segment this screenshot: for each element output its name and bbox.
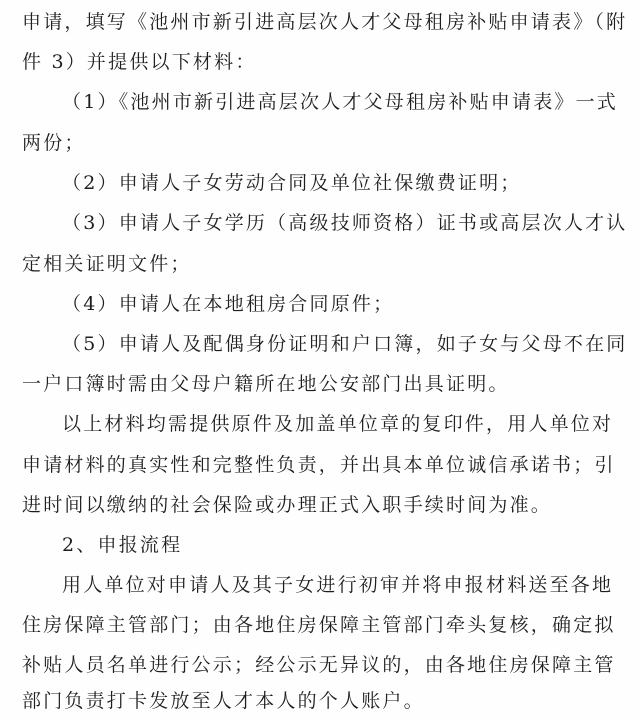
section-heading: 2、申报流程 bbox=[62, 534, 183, 556]
text-line: 补贴人员名单进行公示；经公示无异议的，由各地住房保障主管 bbox=[22, 654, 616, 676]
text-line: 两份； bbox=[22, 132, 86, 154]
text-line: 进时间以缴纳的社会保险或办理正式入职手续时间为准。 bbox=[22, 494, 553, 516]
text-line: 定相关证明文件； bbox=[22, 253, 192, 275]
text-line: （3）申请人子女学历（高级技师资格）证书或高层次人才认 bbox=[62, 212, 628, 234]
text-line: 一户口簿时需由父母户籍所在地公安部门出具证明。 bbox=[22, 373, 510, 395]
text-line: 申请材料的真实性和完整性负责，并出具本单位诚信承诺书；引 bbox=[22, 454, 616, 476]
text-line: 申请，填写《池州市新引进高层次人才父母租房补贴申请表》（附 bbox=[22, 11, 628, 33]
text-line: 以上材料均需提供原件及加盖单位章的复印件，用人单位对 bbox=[62, 413, 614, 435]
text-line: （5）申请人及配偶身份证明和户口簿，如子女与父母不在同 bbox=[62, 333, 628, 355]
text-line: 件 3）并提供以下材料： bbox=[22, 51, 257, 73]
text-line: （1）《池州市新引进高层次人才父母租房补贴申请表》一式 bbox=[62, 91, 618, 113]
text-line: 住房保障主管部门；由各地住房保障主管部门牵头复核，确定拟 bbox=[22, 614, 616, 636]
text-line: 部门负责打卡发放至人才本人的个人账户。 bbox=[22, 690, 425, 712]
text-line: 用人单位对申请人及其子女进行初审并将申报材料送至各地 bbox=[62, 574, 614, 596]
text-line: （2）申请人子女劳动合同及单位社保缴费证明； bbox=[62, 172, 522, 194]
text-line: （4）申请人在本地租房合同原件； bbox=[62, 293, 395, 315]
